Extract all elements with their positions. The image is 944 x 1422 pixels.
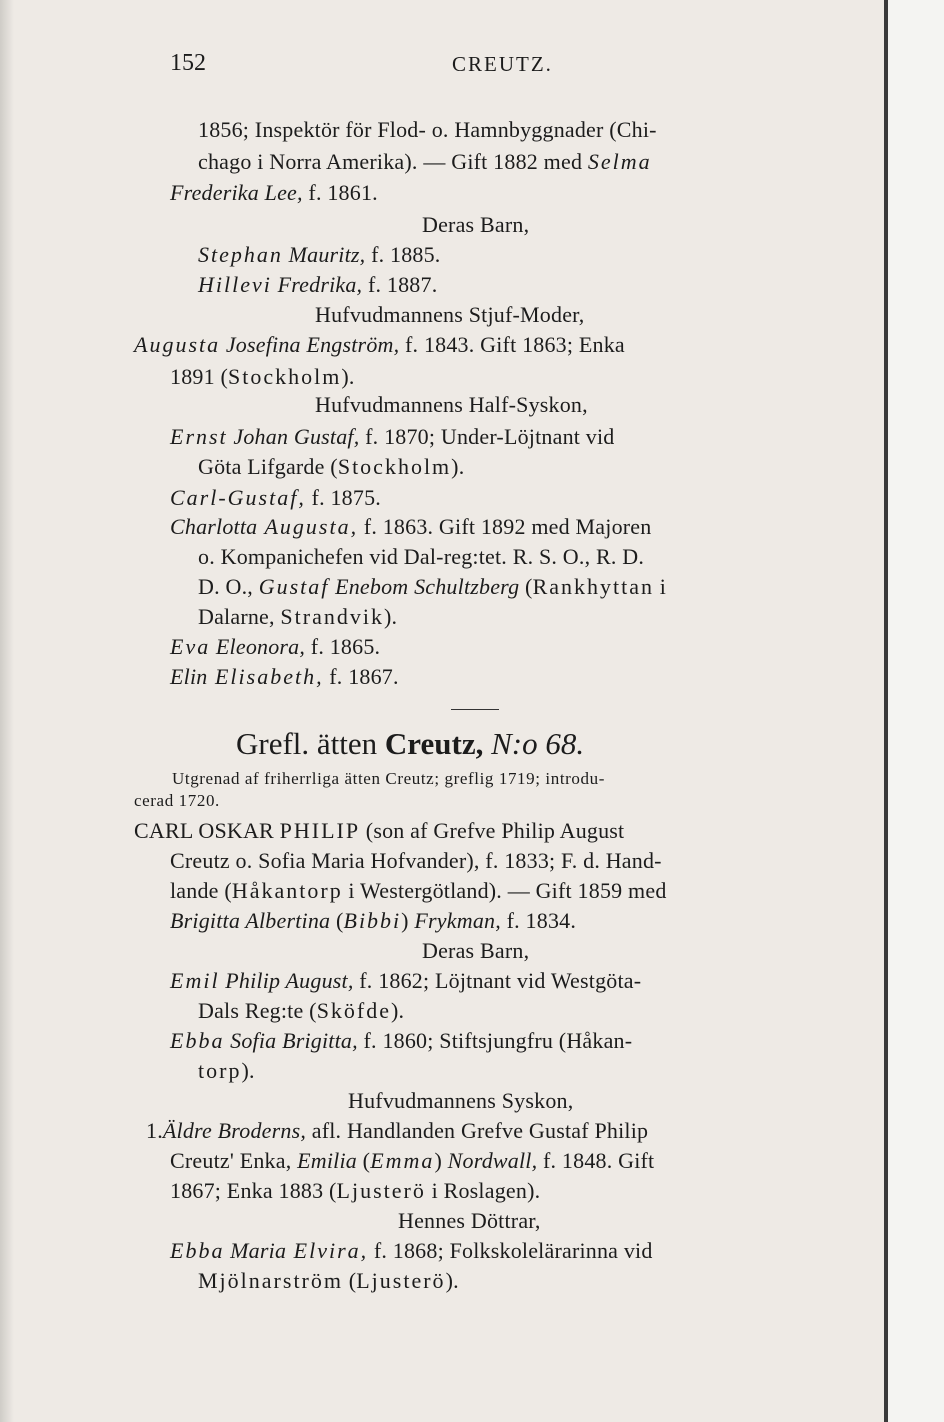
text-run: f. 1834. [500,908,577,933]
section-divider [451,709,499,710]
place-name: torp [198,1058,242,1083]
person-name: Stephan [198,242,283,267]
text-line [198,572,666,602]
person-name: Josefina Engström, [220,332,400,357]
text-line [170,662,399,692]
text-run: f. 1870; Under-Löjtnant vid [359,424,615,449]
subheading [398,1206,541,1236]
section-title [236,726,584,762]
text-run: CARL OSKAR [134,818,280,843]
text-line [134,330,625,360]
text-line [134,816,624,846]
text-run: 1891 ( [170,364,229,389]
place-name: Ljusterö [356,1268,446,1293]
text-line [198,452,464,482]
person-name: Charlotta [170,514,258,539]
text-run: Hufvudmannens Syskon, [348,1088,574,1113]
text-line [170,876,667,906]
text-run: chago i Norra Amerika). — Gift 1882 med [198,149,588,174]
text-run: Creutz' Enka, [170,1148,298,1173]
person-name: Elisabeth, [207,664,324,689]
text-run: Deras Barn, [422,212,530,237]
text-run: f. 1860; Stiftsjungfru (Håkan- [357,1028,633,1053]
text-run: 1867; Enka 1883 ( [170,1178,337,1203]
text-line [170,1026,632,1056]
text-run: ( [343,1268,357,1293]
text-run: Göta Lifgarde ( [198,454,338,479]
subheading [315,390,588,420]
text-run: f. 1868; Folkskolelärarinna vid [368,1238,653,1263]
text-line [170,1236,653,1266]
text-run: o. Kompanichefen vid Dal-reg:tet. R. S. O., R. D. [198,544,645,569]
title-run: Grefl. ätten [236,726,385,761]
text-run: f. 1875. [305,485,381,510]
text-run: Hufvudmannens Half-Syskon, [315,392,588,417]
person-name: Carl-Gustaf, [170,485,306,510]
person-name: Hillevi [198,272,272,297]
place-name: Sköfde [316,998,392,1023]
person-name: Nordwall, [441,1148,538,1173]
page-header [170,50,850,86]
title-run: N:o 68. [483,726,585,761]
text-run: Dals Reg:te ( [198,998,317,1023]
text-run: ). [383,604,398,629]
person-name: Eleonora, [210,634,306,659]
place-name: Strandvik [280,604,384,629]
list-number: 1. [146,1118,163,1143]
text-run: Dalarne, [198,604,281,629]
person-name: Maria [224,1238,287,1263]
person-name: Ernst [170,424,228,449]
text-run: f. 1863. Gift 1892 med Majoren [358,514,652,539]
text-line [198,115,657,145]
text-run: ). [341,364,355,389]
person-name: Eva [170,634,211,659]
text-line [198,270,437,300]
person-name: Emma [370,1148,435,1173]
place-name: Ljusterö [336,1178,426,1203]
person-name: PHILIP [279,818,361,843]
text-run: cerad 1720. [134,791,220,810]
family-name: Creutz, [384,726,484,761]
subheading [422,936,529,966]
text-run: ). [451,454,465,479]
person-name: Mauritz, [282,242,366,267]
place-name: Håkantorp [231,878,343,903]
text-run: Utgrenad af friherrliga ätten Creutz; greflig 1719; introdu- [172,769,605,788]
person-name: Frykman, [408,908,501,933]
text-run: f. 1862; Löjtnant vid Westgöta- [353,968,642,993]
text-line [170,632,380,662]
person-name: Emilia [297,1148,357,1173]
text-run: D. O., [198,574,259,599]
text-run: lande ( [170,878,232,903]
text-line [134,786,220,816]
text-line [170,422,615,452]
text-line [170,512,651,542]
text-line [198,1266,459,1296]
text-line [170,906,576,936]
text-run: afl. Handlanden Grefve Gustaf Philip [306,1118,649,1143]
text-run: f. 1848. Gift [537,1148,655,1173]
place-name: Stockholm [228,364,342,389]
text-run: ). [241,1058,255,1083]
text-run: Hennes Döttrar, [398,1208,541,1233]
text-run: ( [356,1148,371,1173]
text-run: f. 1865. [305,634,381,659]
text-line [198,602,397,632]
person-name: Gustaf [258,574,330,599]
text-line [170,1146,654,1176]
person-name: Ebba [170,1028,225,1053]
text-run: f. 1887. [362,272,438,297]
place-name: Mjölnarström [198,1268,343,1293]
person-name: Äldre Broderns, [162,1118,307,1143]
person-name: Brigitta Albertina [170,908,331,933]
text-run: 1856; Inspektör för Flod- o. Hamnbyggnader (Chi- [198,117,657,142]
person-name: Elvira, [286,1238,369,1263]
text-line [198,542,644,572]
text-line [170,846,662,876]
person-name: Johan Gustaf, [227,424,360,449]
subheading [348,1086,573,1116]
text-line [198,996,404,1026]
text-line [170,483,381,513]
person-name: Selma [587,149,652,174]
person-name: Ebba [170,1238,225,1263]
text-run: ( [519,574,533,599]
text-line [170,362,355,392]
subheading [422,210,529,240]
text-run: ). [391,998,405,1023]
page-gutter-shadow [0,0,14,1422]
text-line [170,178,378,208]
text-run: f. 1843. Gift 1863; Enka [399,332,625,357]
person-name: Emil [170,968,220,993]
page-number: 152 [170,50,206,76]
place-name: Stockholm [337,454,452,479]
text-run: ( [330,908,344,933]
person-name: Elin [170,664,208,689]
person-name: Sofia Brigitta, [224,1028,358,1053]
text-run: Hufvudmannens Stjuf-Moder, [315,302,585,327]
person-name: Bibbi [343,908,402,933]
place-name: Rankhyttan [532,574,654,599]
text-run: f. 1885. [365,242,441,267]
text-line [146,1116,648,1146]
text-line [170,1176,540,1206]
text-line [198,240,441,270]
text-run: f. 1867. [323,664,399,689]
text-run: i Westergötland). — Gift 1859 med [342,878,667,903]
text-run: f. 1861. [302,180,378,205]
text-line [198,1056,255,1086]
subheading [315,300,585,330]
person-name: Philip August, [219,968,354,993]
page-edge [884,0,944,1422]
running-head: CREUTZ. [452,52,553,76]
text-run: i Roslagen). [425,1178,541,1203]
person-name: Frederika Lee, [170,180,303,205]
text-run: Creutz o. Sofia Maria Hofvander), f. 1833; F. d. Hand- [170,848,662,873]
text-run: i [654,574,667,599]
text-run: ). [445,1268,459,1293]
text-line [198,147,652,177]
text-line [170,966,641,996]
person-name: Augusta [134,332,221,357]
text-run: ) [401,908,409,933]
text-run: Deras Barn, [422,938,530,963]
text-run: (son af Grefve Philip August [360,818,625,843]
text-run: ) [434,1148,442,1173]
person-name: Augusta, [257,514,359,539]
person-name: Fredrika, [271,272,363,297]
person-name: Enebom Schultzberg [329,574,520,599]
text-line [172,764,605,794]
